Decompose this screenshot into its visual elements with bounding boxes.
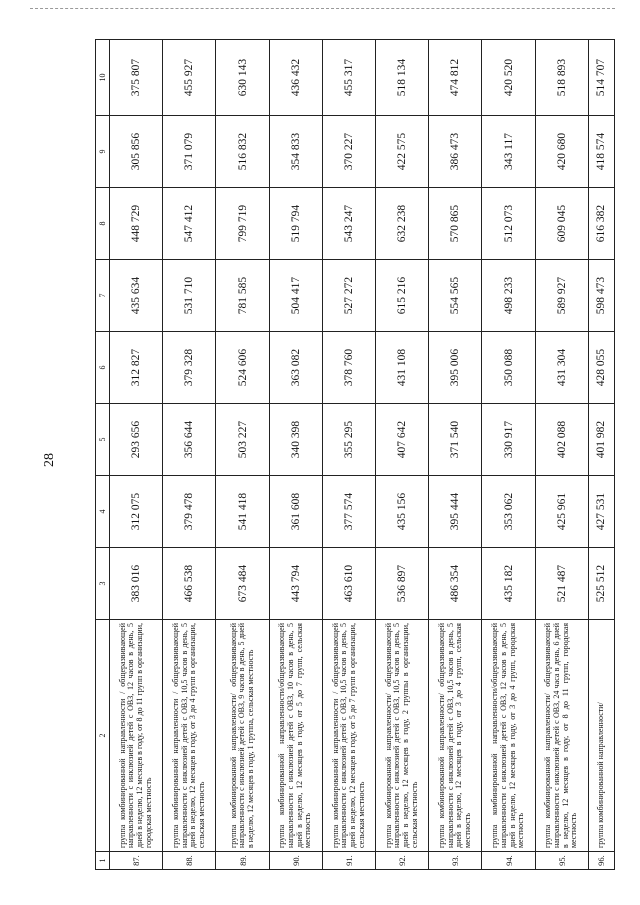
- page-number: 28: [42, 453, 57, 467]
- value-cell: 498 233: [482, 260, 535, 332]
- value-cell: 474 812: [429, 40, 482, 116]
- row-description: группа комбинированной направленности/ общеразвивающей направленности с инклюзией детей с ОВЗ, 9 часов в день, 5 дней в неделю, 12 месяцев в году, 1 группа, сельская местность: [216, 620, 269, 852]
- row-number: 93.: [429, 852, 482, 870]
- row-description: группа комбинированной направленности/: [588, 620, 614, 852]
- value-cell: 431 304: [535, 332, 588, 404]
- value-cell: 630 143: [216, 40, 269, 116]
- value-cell: 356 644: [163, 404, 216, 476]
- table-row: [482, 40, 535, 870]
- column-header: 4: [96, 476, 110, 548]
- value-cell: 673 484: [216, 548, 269, 620]
- value-cell: 436 432: [269, 40, 322, 116]
- scan-top-rule: [30, 8, 615, 9]
- value-cell: 443 794: [269, 548, 322, 620]
- value-cell: 379 328: [163, 332, 216, 404]
- row-description: группа комбинированной направленности/общеразвивающей направленности с инклюзией детей с ОВЗ, 10 часов в день, 5 дней в неделю, 12 месяцев в году, от 5 до 7 групп, сельская местность: [269, 620, 322, 852]
- value-cell: 375 807: [110, 40, 163, 116]
- column-header: 9: [96, 116, 110, 188]
- value-cell: 589 927: [535, 260, 588, 332]
- row-number: 95.: [535, 852, 588, 870]
- value-cell: 554 565: [429, 260, 482, 332]
- value-cell: 363 082: [269, 332, 322, 404]
- value-cell: 527 272: [322, 260, 375, 332]
- value-cell: 379 478: [163, 476, 216, 548]
- value-cell: 420 520: [482, 40, 535, 116]
- table-header-row: [96, 40, 110, 870]
- value-cell: 781 585: [216, 260, 269, 332]
- column-header: 7: [96, 260, 110, 332]
- value-cell: 418 574: [588, 116, 614, 188]
- column-header: 3: [96, 548, 110, 620]
- value-cell: 514 707: [588, 40, 614, 116]
- value-cell: 518 893: [535, 40, 588, 116]
- value-cell: 547 412: [163, 188, 216, 260]
- value-cell: 428 055: [588, 332, 614, 404]
- row-number: 89.: [216, 852, 269, 870]
- table-row: [163, 40, 216, 870]
- value-cell: 435 182: [482, 548, 535, 620]
- value-cell: 541 418: [216, 476, 269, 548]
- row-description: группа комбинированной направленности/ общеразвивающей направленности с инклюзией детей с ОВЗ, 24 часа в день, 6 дней в неделю, 12 месяцев в году, от 8 до 11 групп, городская местность: [535, 620, 588, 852]
- value-cell: 407 642: [376, 404, 429, 476]
- row-description: группа комбинированной направленности/ общеразвивающей направленности с инклюзией детей с ОВЗ, 10,5 часов в день, 5 дней в неделю, 12 месяцев в году, 2 группы в организации, сельская местность: [376, 620, 429, 852]
- row-number: 91.: [322, 852, 375, 870]
- column-header: 6: [96, 332, 110, 404]
- value-cell: 435 634: [110, 260, 163, 332]
- row-description: группа комбинированной направленности / общеразвивающей направленности с инклюзией детей с ОВЗ, 10,5 часов в день, 5 дней в неделю, 12 месяцев в году, от 3 до 4 групп в организации, сельская местность: [163, 620, 216, 852]
- table-row: [110, 40, 163, 870]
- value-cell: 305 856: [110, 116, 163, 188]
- value-cell: 371 540: [429, 404, 482, 476]
- rotated-page: [95, 40, 615, 870]
- row-number: 94.: [482, 852, 535, 870]
- value-cell: 516 832: [216, 116, 269, 188]
- value-cell: 543 247: [322, 188, 375, 260]
- value-cell: 536 897: [376, 548, 429, 620]
- value-cell: 330 917: [482, 404, 535, 476]
- value-cell: 361 608: [269, 476, 322, 548]
- value-cell: 350 088: [482, 332, 535, 404]
- value-cell: 435 156: [376, 476, 429, 548]
- value-cell: 455 927: [163, 40, 216, 116]
- value-cell: 377 574: [322, 476, 375, 548]
- table-body: [110, 40, 615, 870]
- value-cell: 448 729: [110, 188, 163, 260]
- column-header: 2: [96, 620, 110, 852]
- value-cell: 616 382: [588, 188, 614, 260]
- value-cell: 402 088: [535, 404, 588, 476]
- value-cell: 353 062: [482, 476, 535, 548]
- value-cell: 609 045: [535, 188, 588, 260]
- value-cell: 312 827: [110, 332, 163, 404]
- value-cell: 455 317: [322, 40, 375, 116]
- value-cell: 422 575: [376, 116, 429, 188]
- value-cell: 615 216: [376, 260, 429, 332]
- value-cell: 632 238: [376, 188, 429, 260]
- row-description: группа комбинированной направленности / общеразвивающей направленности с инклюзией детей с ОВЗ, 10,5 часов в день, 5 дней в неделю, 12 месяцев в году, от 5 до 7 групп в организации, сельская местность: [322, 620, 375, 852]
- value-cell: 425 961: [535, 476, 588, 548]
- table-row: [535, 40, 588, 870]
- column-header: 10: [96, 40, 110, 116]
- value-cell: 401 982: [588, 404, 614, 476]
- tariff-table: [95, 39, 615, 870]
- column-header: 1: [96, 852, 110, 870]
- value-cell: 519 794: [269, 188, 322, 260]
- value-cell: 463 610: [322, 548, 375, 620]
- value-cell: 312 075: [110, 476, 163, 548]
- table-row: [588, 40, 614, 870]
- value-cell: 386 473: [429, 116, 482, 188]
- table-row: [216, 40, 269, 870]
- value-cell: 503 227: [216, 404, 269, 476]
- table-row: [376, 40, 429, 870]
- value-cell: 293 656: [110, 404, 163, 476]
- value-cell: 343 117: [482, 116, 535, 188]
- value-cell: 378 760: [322, 332, 375, 404]
- value-cell: 570 865: [429, 188, 482, 260]
- row-number: 87.: [110, 852, 163, 870]
- value-cell: 504 417: [269, 260, 322, 332]
- value-cell: 525 512: [588, 548, 614, 620]
- row-number: 90.: [269, 852, 322, 870]
- row-number: 92.: [376, 852, 429, 870]
- value-cell: 395 444: [429, 476, 482, 548]
- value-cell: 799 719: [216, 188, 269, 260]
- column-header: 5: [96, 404, 110, 476]
- column-header: 8: [96, 188, 110, 260]
- value-cell: 518 134: [376, 40, 429, 116]
- value-cell: 524 606: [216, 332, 269, 404]
- value-cell: 427 531: [588, 476, 614, 548]
- row-number: 96.: [588, 852, 614, 870]
- row-number: 88.: [163, 852, 216, 870]
- value-cell: 370 227: [322, 116, 375, 188]
- table-row: [269, 40, 322, 870]
- value-cell: 371 079: [163, 116, 216, 188]
- table-row: [322, 40, 375, 870]
- row-description: группа комбинированной направленности/общеразвивающей направленности с инклюзией детей с ОВЗ, 12 часов в день, 5 дней в неделю, 12 месяцев в году, от 3 до 4 групп, городская местность: [482, 620, 535, 852]
- value-cell: 355 295: [322, 404, 375, 476]
- value-cell: 383 016: [110, 548, 163, 620]
- value-cell: 521 487: [535, 548, 588, 620]
- value-cell: 486 354: [429, 548, 482, 620]
- value-cell: 531 710: [163, 260, 216, 332]
- value-cell: 420 680: [535, 116, 588, 188]
- value-cell: 431 108: [376, 332, 429, 404]
- value-cell: 340 398: [269, 404, 322, 476]
- table-row: [429, 40, 482, 870]
- row-description: группа комбинированной направленности/ общеразвивающей направленности с инклюзией детей с ОВЗ, 10,5 часов в день, 5 дней в неделю, 12 месяцев в году, от 3 до 4 групп, сельская местность: [429, 620, 482, 852]
- value-cell: 395 006: [429, 332, 482, 404]
- value-cell: 512 073: [482, 188, 535, 260]
- value-cell: 354 833: [269, 116, 322, 188]
- value-cell: 466 538: [163, 548, 216, 620]
- value-cell: 598 473: [588, 260, 614, 332]
- row-description: группа комбинированной направленности / общеразвивающей направленности с инклюзией детей с ОВЗ, 12 часов в день, 5 дней в неделю, 12 месяцев в году, от 8 до 11 групп в организации, городская местность: [110, 620, 163, 852]
